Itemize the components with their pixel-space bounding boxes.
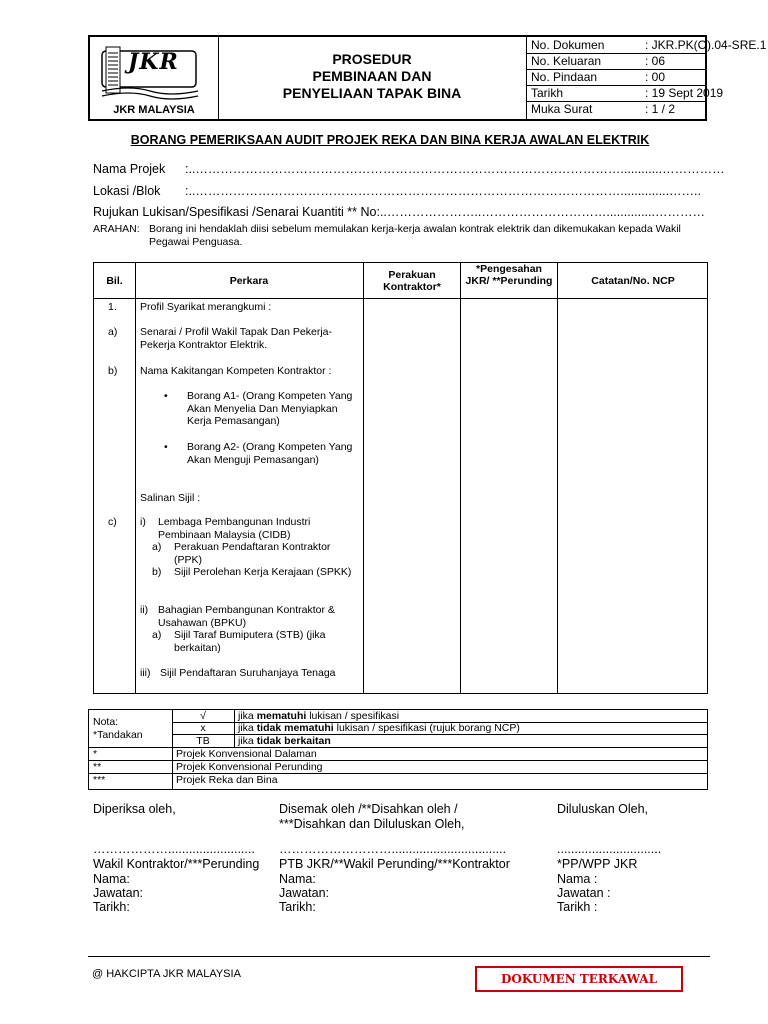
project-perunding: Projek Konvensional Perunding bbox=[176, 761, 323, 773]
document-header bbox=[88, 35, 767, 121]
logo-text: JKR bbox=[128, 49, 179, 75]
num-i: i) bbox=[140, 516, 146, 528]
tick-icon: √ bbox=[200, 710, 206, 722]
sig3-head: Diluluskan Oleh, bbox=[557, 802, 649, 816]
instructions-text: Borang ini hendaklah diisi sebelum memulakan kerja-kerja awalan kontrak elektrik dan dikemukakan kepada Wakil Pegawai Penguasa. bbox=[149, 223, 681, 248]
legend-tidak-mematuhi: jika tidak mematuhi lukisan / spesifikasi (rujuk borang NCP) bbox=[238, 722, 520, 734]
mark-2: ** bbox=[93, 761, 102, 773]
sig3-line[interactable]: .............................. bbox=[557, 842, 662, 856]
instructions-label: ARAHAN: bbox=[93, 223, 140, 235]
meta-label: No. Pindaan bbox=[531, 70, 598, 84]
legend-mematuhi: jika mematuhi lukisan / spesifikasi bbox=[238, 710, 400, 722]
num-i-b: b) bbox=[152, 566, 162, 578]
meta-dokumen bbox=[527, 37, 767, 54]
row-stb: Sijil Taraf Bumiputera (STB) (jika berkaitan) bbox=[174, 629, 326, 654]
row-borang-a2: Borang A2- (Orang Kompeten Yang Akan Menguji Pemasangan) bbox=[187, 441, 353, 466]
meta-pindaan bbox=[527, 69, 705, 86]
sig2-role: PTB JKR/**Wakil Perunding/***Kontraktor bbox=[279, 857, 510, 871]
sig3-tarikh: Tarikh : bbox=[557, 900, 598, 914]
sig1-nama: Nama: bbox=[93, 872, 130, 886]
bullet-icon: • bbox=[164, 390, 168, 402]
num-i-a: a) bbox=[152, 541, 162, 553]
meta-tarikh bbox=[527, 85, 724, 102]
meta-value: : 1 / 2 bbox=[645, 102, 676, 116]
procedure-title-line-1: PROSEDUR bbox=[332, 51, 412, 67]
header-catatan: Catatan/No. NCP bbox=[591, 275, 675, 287]
meta-label: Muka Surat bbox=[531, 102, 593, 116]
field-rujukan[interactable]: Rujukan Lukisan/Spesifikasi /Senarai Kuantiti ** No:..…………………..…………………………..............………… bbox=[93, 205, 705, 219]
num-ii: ii) bbox=[140, 604, 149, 616]
project-reka-bina: Projek Reka dan Bina bbox=[176, 774, 278, 786]
row-bpku: Bahagian Pembangunan Kontraktor & Usahawan (BPKU) bbox=[158, 604, 335, 629]
meta-label: Tarikh bbox=[531, 86, 564, 100]
procedure-title-line-2: PEMBINAAN DAN bbox=[312, 68, 432, 84]
logo-cell bbox=[90, 37, 219, 119]
mark-3: *** bbox=[93, 774, 106, 786]
row-salinan: Salinan Sijil : bbox=[140, 492, 201, 504]
document-meta bbox=[527, 37, 767, 119]
nama-projek-input[interactable]: :..…………………………………………………………………………………………............…………… bbox=[185, 162, 725, 176]
sig1-jawatan: Jawatan: bbox=[93, 886, 144, 900]
header-perakuan: Perakuan Kontraktor* bbox=[383, 269, 441, 293]
footer-divider bbox=[88, 956, 710, 957]
header-bil: Bil. bbox=[106, 275, 123, 287]
nama-projek-label: Nama Projek bbox=[93, 162, 166, 176]
sig1-head: Diperiksa oleh, bbox=[93, 802, 176, 816]
lokasi-input[interactable]: :..…………………………………………………………………………………………..............…….. bbox=[185, 184, 701, 198]
row-spkk: Sijil Perolehan Kerja Kerajaan (SPKK) bbox=[174, 566, 352, 578]
row-profil: Profil Syarikat merangkumi : bbox=[140, 301, 272, 313]
sig2-nama: Nama: bbox=[279, 872, 316, 886]
nota-label: Nota: bbox=[93, 716, 119, 728]
cross-icon: x bbox=[200, 722, 206, 734]
sig2-head-2: ***Disahkan dan Diluluskan Oleh, bbox=[279, 817, 465, 831]
row-cidb: Lembaga Pembangunan Industri Pembinaan Malaysia (CIDB) bbox=[158, 516, 311, 541]
controlled-document-stamp: DOKUMEN TERKAWAL bbox=[475, 966, 683, 992]
meta-value: : 06 bbox=[645, 54, 666, 68]
row-ppk: Perakuan Pendaftaran Kontraktor (PPK) bbox=[174, 541, 331, 566]
bil-1: 1. bbox=[108, 301, 117, 313]
meta-value: : 00 bbox=[645, 70, 666, 84]
lokasi-label: Lokasi /Blok bbox=[93, 184, 161, 198]
procedure-title-cell bbox=[218, 37, 527, 119]
field-nama-projek bbox=[93, 162, 725, 176]
bil-c: c) bbox=[108, 516, 117, 528]
row-senarai: Senarai / Profil Wakil Tapak Dan Pekerja-Pekerja Kontraktor Elektrik. bbox=[140, 326, 332, 351]
sig3-nama: Nama : bbox=[557, 872, 598, 886]
audit-table bbox=[93, 262, 708, 694]
tb-symbol: TB bbox=[196, 735, 210, 747]
project-dalaman: Projek Konvensional Dalaman bbox=[176, 748, 317, 760]
header-pengesahan: *Pengesahan JKR/ **Perunding bbox=[465, 263, 553, 287]
meta-muka-surat bbox=[527, 101, 705, 117]
procedure-title-line-3: PENYELIAAN TAPAK BINA bbox=[282, 85, 462, 101]
sig2-jawatan: Jawatan: bbox=[279, 886, 330, 900]
legend-tidak-berkaitan: jika tidak berkaitan bbox=[238, 735, 331, 747]
field-lokasi bbox=[93, 184, 701, 198]
sig3-jawatan: Jawatan : bbox=[557, 886, 611, 900]
row-nama-kakitangan: Nama Kakitangan Kompeten Kontraktor : bbox=[140, 365, 332, 377]
copyright: @ HAKCIPTA JKR MALAYSIA bbox=[92, 968, 241, 980]
mark-1: * bbox=[93, 748, 98, 760]
sig1-role: Wakil Kontraktor/***Perunding bbox=[93, 857, 260, 871]
meta-value: : JKR.PK(O).04-SRE.1 bbox=[645, 38, 767, 52]
sig2-head-1: Disemak oleh /**Disahkan oleh / bbox=[279, 802, 458, 816]
bil-b: b) bbox=[108, 365, 118, 377]
sig1-tarikh: Tarikh: bbox=[93, 900, 130, 914]
meta-label: No. Dokumen bbox=[531, 38, 605, 52]
sig2-tarikh: Tarikh: bbox=[279, 900, 316, 914]
sig2-line[interactable]: ………………………................................. bbox=[279, 842, 507, 856]
sig3-role: *PP/WPP JKR bbox=[557, 857, 638, 871]
header-perkara: Perkara bbox=[229, 275, 269, 287]
bil-a: a) bbox=[108, 326, 118, 338]
sig1-line[interactable]: ………………......................... bbox=[93, 842, 255, 856]
meta-value: : 19 Sept 2019 bbox=[645, 86, 724, 100]
row-borang-a1: Borang A1- (Orang Kompeten Yang Akan Menyelia Dan Menyiapkan Kerja Pemasangan) bbox=[187, 390, 353, 427]
meta-keluaran bbox=[527, 53, 705, 70]
notes-table bbox=[88, 709, 708, 790]
tandakan-label: *Tandakan bbox=[93, 729, 143, 741]
meta-label: No. Keluaran bbox=[531, 54, 602, 68]
row-suruhanjaya: Sijil Pendaftaran Suruhanjaya Tenaga bbox=[160, 667, 336, 679]
bullet-icon: • bbox=[164, 441, 168, 453]
num-ii-a: a) bbox=[152, 629, 162, 641]
num-iii: iii) bbox=[140, 667, 151, 679]
org-name: JKR MALAYSIA bbox=[113, 104, 195, 116]
form-title: BORANG PEMERIKSAAN AUDIT PROJEK REKA DAN BINA KERJA AWALAN ELEKTRIK bbox=[130, 133, 650, 147]
